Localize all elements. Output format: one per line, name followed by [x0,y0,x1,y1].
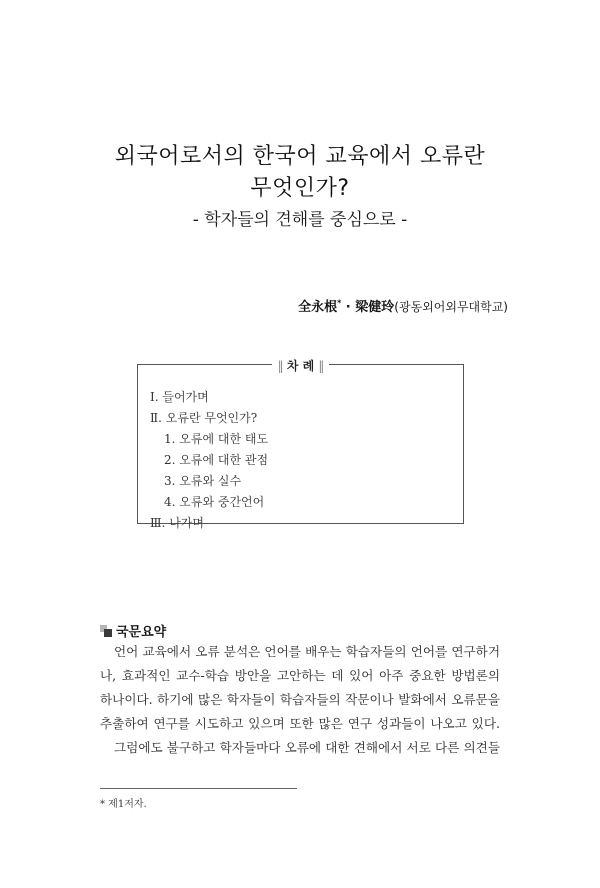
footnote-divider [100,788,297,789]
toc-item-error-and-mistake: 3. 오류와 실수 [164,474,242,488]
abstract-heading-row [100,621,166,640]
abstract-line: 추출하여 연구를 시도하고 있으며 또한 많은 연구 성과들이 나오고 있다. [100,716,500,731]
title-block [0,141,600,233]
abstract-line: 언어 교육에서 오류 분석은 언어를 배우는 학습자들의 언어를 연구하거 [114,644,500,659]
toc-item-introduction: Ⅰ. 들어가며 [150,390,209,404]
toc-item-what-is-error: Ⅱ. 오류란 무엇인가? [150,411,258,425]
abstract-line: 나, 효과적인 교수-학습 방안을 고안하는 데 있어 아주 중요한 방법론의 [100,668,500,683]
abstract-line: 하나이다. 하기에 많은 학자들이 학습자들의 작문이나 발화에서 오류문을 [100,692,500,707]
toc-list [150,387,455,534]
author-footnote-marker: * [337,298,342,308]
toc-heading: 차 례 [286,359,315,373]
author-line [298,296,508,315]
toc-item-attitude: 1. 오류에 대한 태도 [164,432,269,446]
author-first: 全永根 [298,300,338,315]
abstract-body [100,640,500,760]
square-bullet-icon [100,625,112,637]
toc-header [138,355,463,375]
footnote: * 제1저자. [100,799,147,810]
toc-item-interlanguage: 4. 오류와 중간언어 [164,495,265,509]
author-separator: · [341,300,356,315]
author-second: 梁健玲 [355,300,395,315]
abstract-heading: 국문요약 [116,625,167,640]
toc-item-perspective: 2. 오류에 대한 관점 [164,453,269,467]
paper-title-line-2: 무엇인가? [250,176,350,201]
toc-item-conclusion: Ⅲ. 나가며 [150,516,204,530]
paper-subtitle: - 학자들의 견해를 중심으로 - [192,210,408,230]
toc-ornament-left: ‖ [277,359,283,373]
toc-ornament-right: ‖ [318,359,324,373]
author-affiliation: (광동외어외무대학교) [394,300,508,314]
table-of-contents [137,359,464,530]
abstract-line: 그럼에도 불구하고 학자들마다 오류에 대한 견해에서 서로 다른 의견들 [114,740,500,755]
paper-title-line-1: 외국어로서의 한국어 교육에서 오류란 [114,144,486,169]
